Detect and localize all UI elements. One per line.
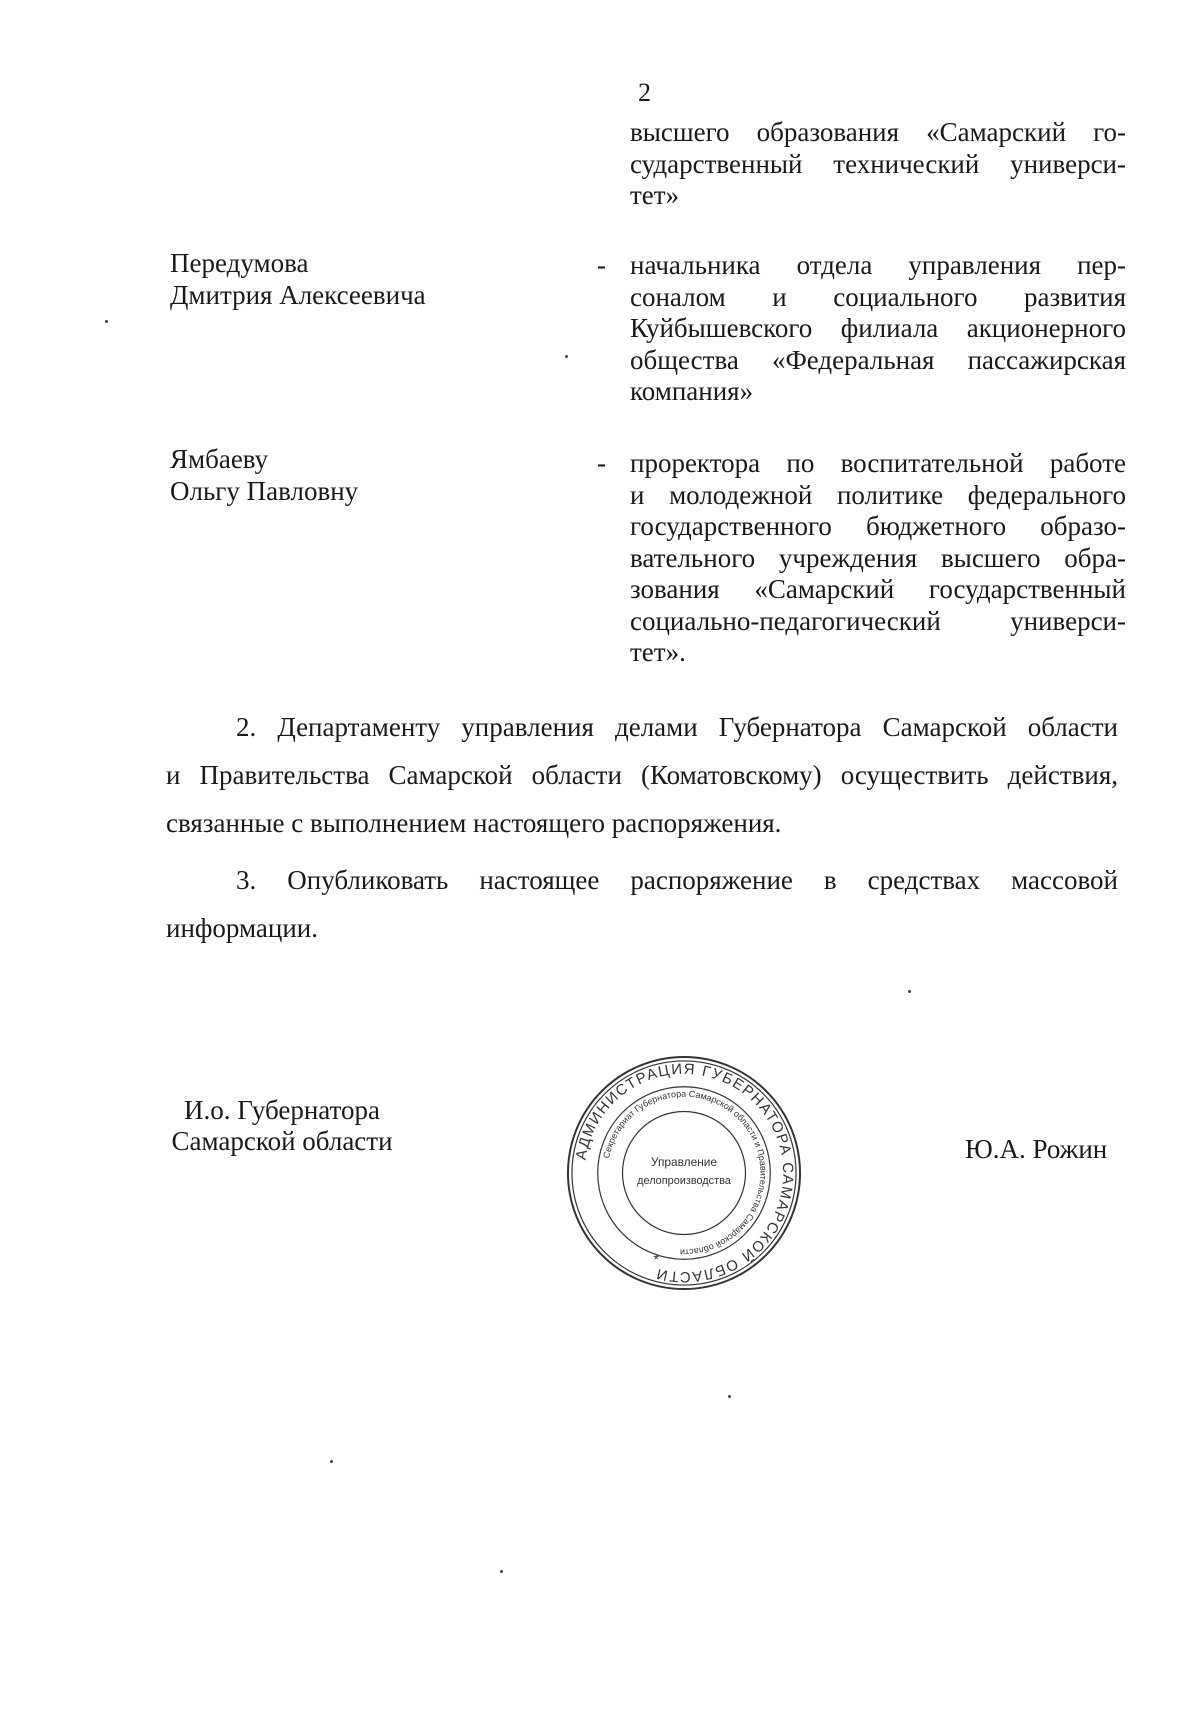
scan-speck <box>565 355 568 358</box>
paragraph-2 <box>166 703 1118 847</box>
scan-speck <box>500 1570 503 1573</box>
seal-outer-text: АДМИНИСТРАЦИЯ ГУБЕРНАТОРА САМАРСКОЙ ОБЛАСТИ <box>573 1061 796 1285</box>
text-line: вательного учреждения высшего обра- <box>630 542 1126 573</box>
dash: - <box>597 250 606 280</box>
text-line: зования «Самарский государственный <box>630 574 1126 604</box>
person-position <box>630 250 1126 408</box>
text-line: государственного бюджетного образо- <box>630 511 1126 541</box>
dash: - <box>597 448 606 478</box>
text-line: проректора по воспитательной работе <box>630 448 1126 478</box>
paragraph-3 <box>166 856 1118 952</box>
text-line: социально-педагогический универси- <box>630 605 1126 636</box>
seal-middle-ring <box>598 1087 771 1260</box>
text-line: связанные с выполнением настоящего распоряжения. <box>166 808 782 838</box>
seal-star: * <box>653 1251 659 1268</box>
scan-speck <box>728 1395 731 1398</box>
text-line: общества «Федеральная пассажирская <box>630 344 1126 375</box>
text-line: и молодежной политике федерального <box>630 479 1126 510</box>
text-line: Куйбышевского филиала акционерного <box>630 313 1126 343</box>
person-name: Передумова Дмитрия Алексеевича <box>170 248 426 310</box>
scan-speck <box>105 320 108 323</box>
text-line: тет» <box>630 180 680 210</box>
text-line: и Правительства Самарской области (Коматовскому) осуществить действия, <box>166 760 1118 790</box>
intro-tail <box>630 117 1126 212</box>
page-number: 2 <box>638 78 651 107</box>
official-seal <box>565 1054 803 1292</box>
seal-inner-text: Секретариат Губернатора Самарской области и Правительства Самарской области <box>601 1088 769 1258</box>
seal-center-line: делопроизводства <box>637 1174 731 1187</box>
text-line: высшего образования «Самарский го- <box>630 117 1126 147</box>
text-line: 2. Департаменту управления делами Губернатора Самарской области <box>236 712 1118 742</box>
signatory-name: Ю.А. Рожин <box>965 1134 1108 1164</box>
text-line: информации. <box>166 913 318 943</box>
scan-speck <box>330 1460 333 1463</box>
scan-speck <box>908 990 911 993</box>
person-name: Ямбаеву Ольгу Павловну <box>170 444 359 506</box>
text-line: компания» <box>630 376 754 406</box>
text-line: 3. Опубликовать настоящее распоряжение в средствах массовой <box>236 865 1118 895</box>
text-line: начальника отдела управления пер- <box>630 250 1126 280</box>
seal-center-line: Управление <box>650 1155 718 1170</box>
text-line: сударственный технический универси- <box>630 148 1126 179</box>
text-line: тет». <box>630 637 686 667</box>
text-line: соналом и социального развития <box>630 281 1126 312</box>
signatory-title: И.о. Губернатора Самарской области <box>171 1095 393 1156</box>
person-position <box>630 448 1126 669</box>
seal-inner-ring <box>623 1112 746 1235</box>
